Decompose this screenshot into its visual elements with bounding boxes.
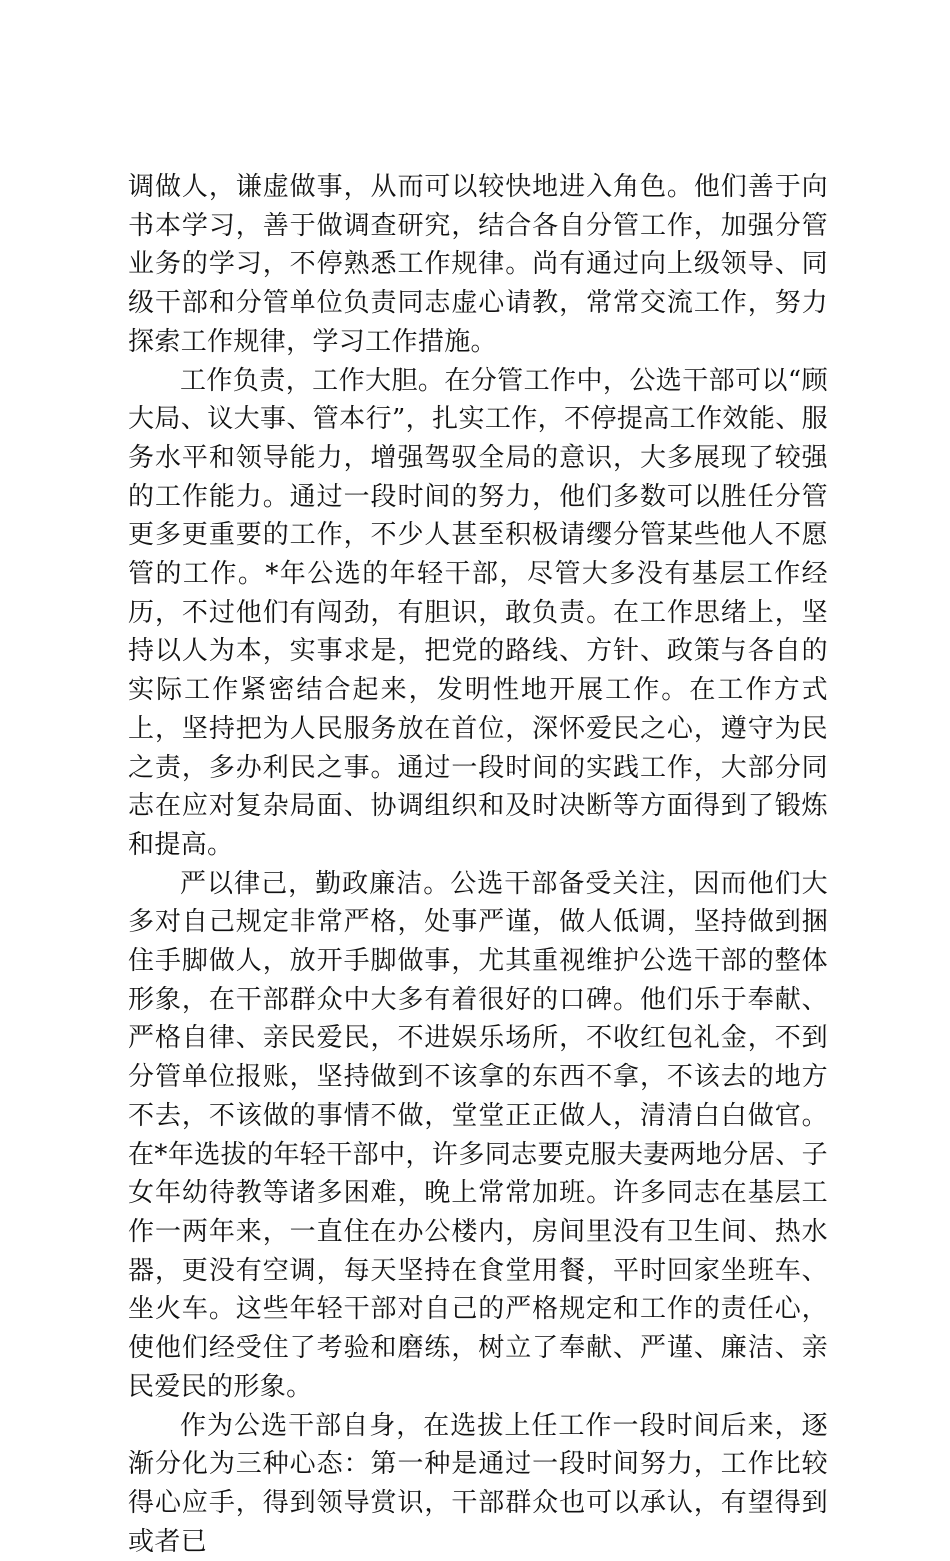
paragraph-4: 作为公选干部自身，在选拔上任工作一段时间后来，逐渐分化为三种心态：第一种是通过一段时间努力，工作比较得心应手，得到领导赏识，干部群众也可以承认，有望得到或者已 — [128, 1407, 828, 1561]
paragraph-2: 工作负责，工作大胆。在分管工作中，公选干部可以“顾大局、议大事、管本行”，扎实工作，不停提高工作效能、服务水平和领导能力，增强驾驭全局的意识，大多展现了较强的工作能力。通过一段时间的努力，他们多数可以胜任分管更多更重要的工作，不少人甚至积极请缨分管某些他人不愿管的工作。*年公选的年轻干部，尽管大多没有基层工作经历，不过他们有闯劲，有胆识，敢负责。在工作思绪上，坚持以人为本，实事求是，把党的路线、方针、政策与各自的实际工作紧密结合起来，发明性地开展工作。在工作方式上，坚持把为人民服务放在首位，深怀爱民之心，遵守为民之责，多办利民之事。通过一段时间的实践工作，大部分同志在应对复杂局面、协调组织和及时决断等方面得到了锻炼和提高。 — [128, 362, 828, 865]
paragraph-1: 调做人，谦虚做事，从而可以较快地进入角色。他们善于向书本学习，善于做调查研究，结合各自分管工作，加强分管业务的学习，不停熟悉工作规律。尚有通过向上级领导、同级干部和分管单位负责同志虚心请教，常常交流工作，努力探索工作规律，学习工作措施。 — [128, 168, 828, 362]
paragraph-3: 严以律己，勤政廉洁。公选干部备受关注，因而他们大多对自己规定非常严格，处事严谨，做人低调，坚持做到捆住手脚做人，放开手脚做事，尤其重视维护公选干部的整体形象，在干部群众中大多有着很好的口碑。他们乐于奉献、严格自律、亲民爱民，不进娱乐场所，不收红包礼金，不到分管单位报账，坚持做到不该拿的东西不拿，不该去的地方不去，不该做的事情不做，堂堂正正做人，清清白白做官。在*年选拔的年轻干部中，许多同志要克服夫妻两地分居、子女年幼待教等诸多困难，晚上常常加班。许多同志在基层工作一两年来，一直住在办公楼内，房间里没有卫生间、热水器，更没有空调，每天坚持在食堂用餐，平时回家坐班车、坐火车。这些年轻干部对自己的严格规定和工作的责任心，使他们经受住了考验和磨练，树立了奉献、严谨、廉洁、亲民爱民的形象。 — [128, 865, 828, 1407]
document-body — [128, 168, 828, 1561]
